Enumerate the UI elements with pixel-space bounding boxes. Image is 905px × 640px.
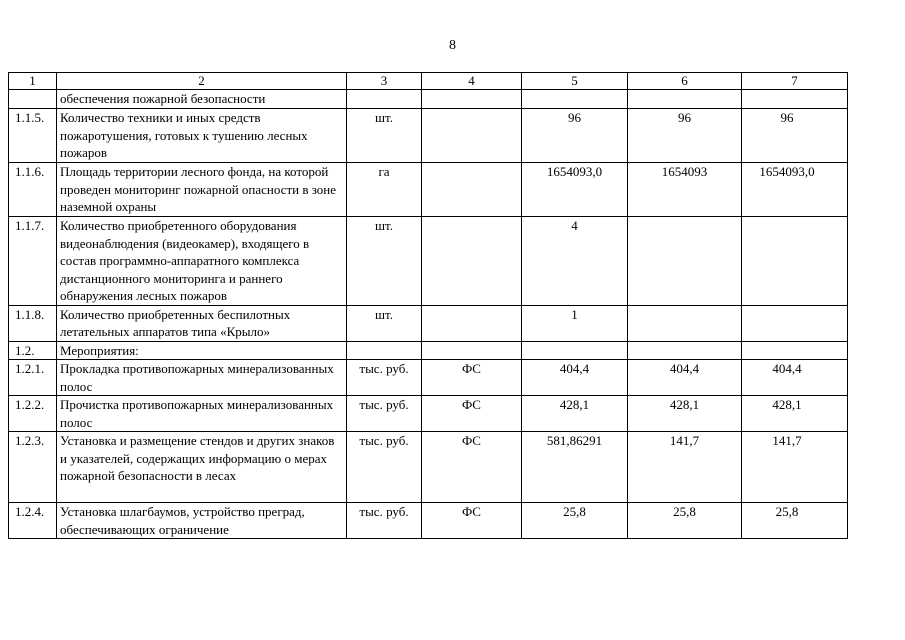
row-value-6: 428,1 [628,396,742,432]
row-source: ФС [422,360,522,396]
row-value-6: 404,4 [628,360,742,396]
header-row [9,73,848,90]
row-number: 1.1.5. [9,109,57,163]
header-cell-3: 3 [347,73,422,90]
row-value-6 [628,305,742,341]
row-value-6 [628,217,742,306]
row-value-6 [628,90,742,109]
table-row [9,432,848,503]
row-name: Количество техники и иных средств пожаротушения, готовых к тушению лесных пожаров [57,109,347,163]
row-value-5: 25,8 [522,503,628,539]
row-value-6 [628,341,742,360]
row-value-5: 428,1 [522,396,628,432]
row-unit: га [347,163,422,217]
row-name: Установка и размещение стендов и других знаков и указателей, содержащих информацию о мерах пожарной безопасности в лесах [57,432,347,503]
row-source: ФС [422,432,522,503]
row-unit: шт. [347,109,422,163]
row-name: обеспечения пожарной безопасности [57,90,347,109]
row-source: ФС [422,503,522,539]
row-source [422,109,522,163]
row-unit: тыс. руб. [347,432,422,503]
header-cell-1: 1 [9,73,57,90]
row-source: ФС [422,396,522,432]
row-number: 1.2.3. [9,432,57,503]
row-value-7: 404,4 [742,360,848,396]
row-value-5: 404,4 [522,360,628,396]
page-number: 8 [449,38,456,53]
table-row [9,163,848,217]
table-row [9,341,848,360]
row-value-7 [742,217,848,306]
data-table [8,72,848,539]
header-cell-2: 2 [57,73,347,90]
row-unit [347,90,422,109]
row-unit: тыс. руб. [347,360,422,396]
table-row [9,90,848,109]
row-value-6: 25,8 [628,503,742,539]
row-value-5: 96 [522,109,628,163]
row-unit [347,341,422,360]
row-value-7 [742,341,848,360]
header-cell-5: 5 [522,73,628,90]
row-value-5: 581,86291 [522,432,628,503]
row-unit: шт. [347,217,422,306]
row-name: Установка шлагбаумов, устройство преград, обеспечивающих ограничение [57,503,347,539]
row-unit: шт. [347,305,422,341]
header-cell-6: 6 [628,73,742,90]
row-value-7: 1654093,0 [742,163,848,217]
row-value-5 [522,341,628,360]
row-value-7: 25,8 [742,503,848,539]
row-number: 1.2.1. [9,360,57,396]
row-value-6: 1654093 [628,163,742,217]
row-number: 1.1.7. [9,217,57,306]
row-value-6: 141,7 [628,432,742,503]
row-unit: тыс. руб. [347,503,422,539]
row-number: 1.2.4. [9,503,57,539]
row-name: Прокладка противопожарных минерализованных полос [57,360,347,396]
row-value-7: 428,1 [742,396,848,432]
row-number: 1.1.6. [9,163,57,217]
row-value-6: 96 [628,109,742,163]
row-source [422,341,522,360]
header-cell-4: 4 [422,73,522,90]
table-row [9,503,848,539]
row-value-5: 1654093,0 [522,163,628,217]
row-name: Площадь территории лесного фонда, на которой проведен мониторинг пожарной опасности в зоне наземной охраны [57,163,347,217]
table-row [9,217,848,306]
row-value-7: 96 [742,109,848,163]
row-value-7: 141,7 [742,432,848,503]
row-source [422,163,522,217]
row-unit: тыс. руб. [347,396,422,432]
header-cell-7: 7 [742,73,848,90]
row-number: 1.1.8. [9,305,57,341]
row-name: Количество приобретенных беспилотных летательных аппаратов типа «Крыло» [57,305,347,341]
row-value-7 [742,305,848,341]
table-row [9,360,848,396]
row-source [422,90,522,109]
table-row [9,305,848,341]
row-source [422,217,522,306]
row-value-5: 1 [522,305,628,341]
row-value-5 [522,90,628,109]
row-number [9,90,57,109]
row-value-5: 4 [522,217,628,306]
table-row [9,109,848,163]
row-value-7 [742,90,848,109]
table-row [9,396,848,432]
row-source [422,305,522,341]
row-number: 1.2. [9,341,57,360]
row-name: Прочистка противопожарных минерализованных полос [57,396,347,432]
row-name: Количество приобретенного оборудования видеонаблюдения (видеокамер), входящего в состав программно-аппаратного комплекса дистанционного мониторинга и раннего обнаружения лесных пожаров [57,217,347,306]
row-name: Мероприятия: [57,341,347,360]
row-number: 1.2.2. [9,396,57,432]
